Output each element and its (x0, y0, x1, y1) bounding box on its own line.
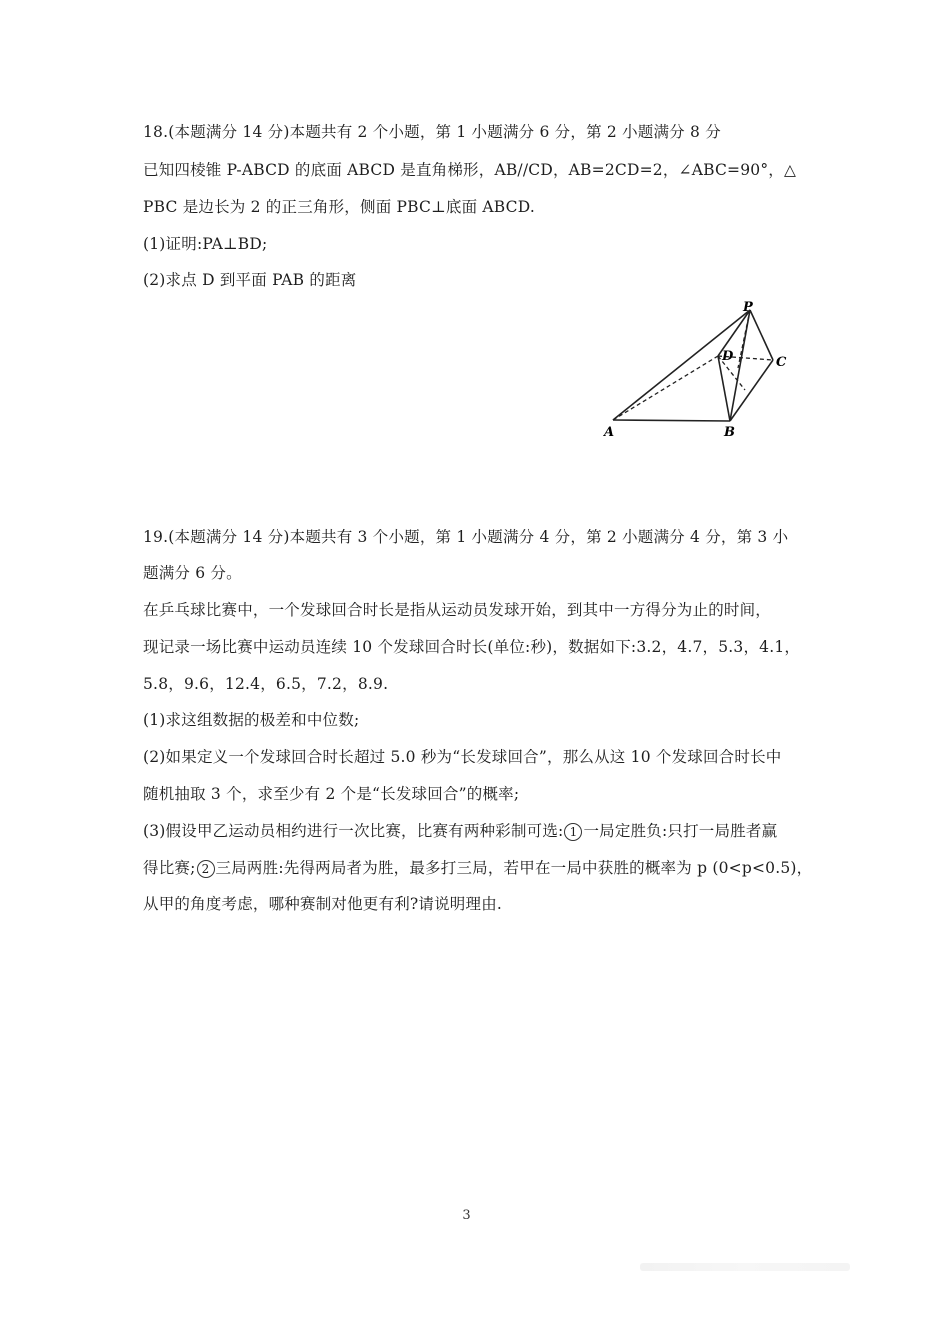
faint-watermark-smudge (640, 1263, 850, 1271)
q19-part-3-line-1 (143, 821, 777, 841)
q19-text-line-1: 在乒乓球比赛中，一个发球回合时长是指从运动员发球开始，到其中一方得分为止的时间， (143, 601, 772, 619)
label-B: B (724, 425, 735, 440)
q19-header-cont: 题满分 6 分。 (143, 564, 242, 582)
q18-part-2: (2)求点 D 到平面 PAB 的距离 (143, 271, 357, 289)
q19-part-3-line-3: 从甲的角度考虑，哪种赛制对他更有利?请说明理由. (143, 895, 503, 913)
edge-AD (613, 356, 718, 420)
q19-text-line-3: 5.8，9.6，12.4，6.5，7.2，8.9. (143, 675, 389, 693)
q19-part-1: (1)求这组数据的极差和中位数; (143, 711, 360, 729)
q19-part-3-line-2-post: 三局两胜:先得两局者为胜，最多打三局，若甲在一局中获胜的概率为 p (0<p<0.5)， (215, 859, 813, 877)
edge-PC (750, 310, 773, 360)
q19-part-3-line-1-pre: (3)假设甲乙运动员相约进行一次比赛，比赛有两种彩制可选: (143, 822, 564, 840)
q18-text-line-2: PBC 是边长为 2 的正三角形，侧面 PBC⊥底面 ABCD. (143, 198, 535, 216)
q19-part-3-line-2-pre: 得比赛; (143, 859, 196, 877)
pyramid-diagram (600, 298, 800, 443)
label-D: D (722, 349, 734, 364)
edge-DB-solid (718, 356, 730, 421)
circled-number-2: 2 (197, 860, 215, 878)
circled-number-1: 1 (564, 823, 582, 841)
edge-AB (613, 420, 730, 421)
page-number: 3 (462, 1208, 471, 1223)
edge-PA (613, 310, 750, 420)
label-P: P (743, 300, 753, 315)
q19-part-2-line-2: 随机抽取 3 个，求至少有 2 个是“长发球回合”的概率; (143, 785, 520, 803)
label-C: C (776, 355, 787, 370)
q19-part-2-line-1: (2)如果定义一个发球回合时长超过 5.0 秒为“长发球回合”，那么从这 10 个发球回合时长中 (143, 748, 782, 766)
pyramid-figure (600, 298, 800, 443)
q19-text-line-2: 现记录一场比赛中运动员连续 10 个发球回合时长(单位:秒)，数据如下:3.2，4.7，5.3，4.1， (143, 638, 801, 656)
q18-text-line-1: 已知四棱锥 P-ABCD 的底面 ABCD 是直角梯形，AB//CD，AB=2CD=2，∠ABC=90°，△ (143, 161, 797, 179)
q18-part-1: (1)证明:PA⊥BD; (143, 235, 268, 253)
q19-part-3-line-1-post: 一局定胜负:只打一局胜者赢 (583, 822, 778, 840)
q19-part-3-line-2 (143, 858, 812, 878)
q18-header: 18.(本题满分 14 分)本题共有 2 个小题，第 1 小题满分 6 分，第 2 小题满分 8 分 (143, 123, 721, 141)
edge-BC (730, 360, 773, 421)
label-A: A (604, 425, 615, 440)
q19-header: 19.(本题满分 14 分)本题共有 3 个小题，第 1 小题满分 4 分，第 2 小题满分 4 分，第 3 小 (143, 528, 789, 546)
